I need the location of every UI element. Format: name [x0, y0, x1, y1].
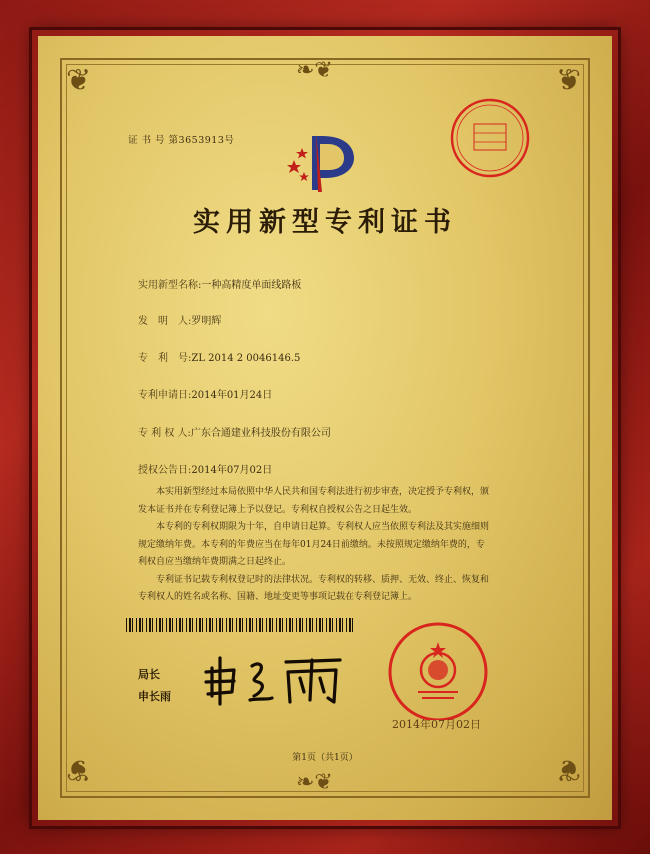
body-line: 本实用新型经过本局依照中华人民共和国专利法进行初步审查，决定授予专利权，颁	[138, 487, 490, 497]
field-label: 发 明 人:	[138, 316, 192, 327]
body-line: 本专利的专利权期限为十年，自申请日起算。专利权人应当依照专利法及其实施细则	[138, 522, 490, 532]
field-value: 2014年01月24日	[191, 390, 273, 401]
page-indicator: 第1页（共1页）	[292, 753, 358, 763]
field-utility-model-name	[138, 276, 301, 291]
field-patentee	[138, 424, 331, 439]
certificate-body-text	[138, 484, 518, 607]
agency-stamp-icon	[448, 96, 532, 180]
national-ip-office-seal-icon	[368, 620, 508, 720]
barcode	[126, 618, 354, 632]
field-patent-number	[138, 349, 300, 364]
body-line: 利权自应当缴纳年费期满之日起终止。	[138, 557, 292, 567]
corner-ornament-top-right: ❦	[556, 63, 582, 98]
field-value: 2014年07月02日	[191, 465, 273, 476]
field-label: 授权公告日:	[138, 465, 192, 476]
top-center-flourish: ❧❦	[296, 58, 333, 83]
field-label: 专利申请日:	[138, 390, 192, 401]
corner-ornament-bottom-left: ❦	[66, 752, 92, 787]
body-line: 规定缴纳年费。本专利的年费应当在每年01月24日前缴纳。未按照规定缴纳年费的，专	[138, 539, 485, 550]
field-grant-date	[138, 461, 272, 476]
field-inventor	[138, 312, 221, 327]
field-label: 实用新型名称:	[138, 280, 202, 291]
corner-ornament-bottom-right: ❦	[556, 752, 582, 787]
body-line: 专利权人的姓名或名称、国籍、地址变更等事项记载在专利登记簿上。	[138, 592, 418, 602]
seal-date: 2014年07月02日	[392, 718, 481, 731]
field-value: ZL 2014 2 0046146.5	[191, 353, 301, 364]
corner-ornament-top-left: ❦	[66, 63, 92, 98]
director-signature	[200, 652, 350, 708]
bottom-center-flourish: ❧❦	[296, 770, 333, 795]
certificate-title: 实用新型专利证书	[193, 207, 457, 238]
field-label: 专 利 权 人:	[138, 428, 191, 439]
field-value: 一种高精度单面线路板	[201, 280, 302, 291]
field-value: 广东合通建业科技股份有限公司	[190, 428, 331, 439]
certificate-number: 证 书 号 第3653913号	[128, 135, 235, 146]
body-line: 专利证书记载专利权登记时的法律状况。专利权的转移、质押、无效、终止、恢复和	[138, 574, 490, 585]
director-title: 局长	[138, 668, 160, 681]
body-line: 发本证书并在专利登记簿上予以登记。专利权自授权公告之日起生效。	[138, 504, 418, 515]
patent-office-logo-icon	[282, 130, 362, 196]
field-application-date	[138, 386, 272, 401]
field-value: 罗明辉	[191, 316, 222, 327]
field-label: 专 利 号:	[138, 353, 192, 364]
director-name: 申长雨	[138, 690, 171, 703]
